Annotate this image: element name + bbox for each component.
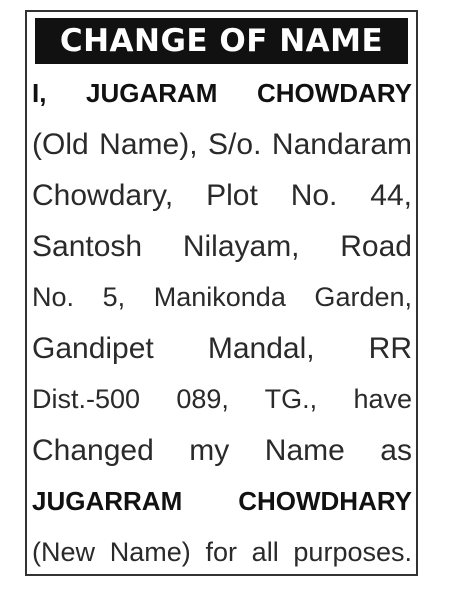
notice-line: Dist.-500 089, TG., have [32,384,412,414]
notice-title: CHANGE OF NAME [35,18,408,64]
notice-body [32,68,412,578]
notice-line: Santosh Nilayam, Road [32,230,412,263]
name-change-notice [25,10,418,576]
notice-line: Gandipet Mandal, RR [32,332,412,365]
notice-line: (New Name) for all purposes. [32,537,412,567]
notice-line: (Old Name), S/o. Nandaram [32,128,412,161]
notice-line-old-name: I, JUGARAM CHOWDARY [32,78,412,108]
notice-line: Changed my Name as [32,434,412,467]
notice-line-new-name: JUGARRAM CHOWDHARY [32,486,412,516]
notice-line: No. 5, Manikonda Garden, [32,282,412,312]
notice-line: Chowdary, Plot No. 44, [32,179,412,212]
